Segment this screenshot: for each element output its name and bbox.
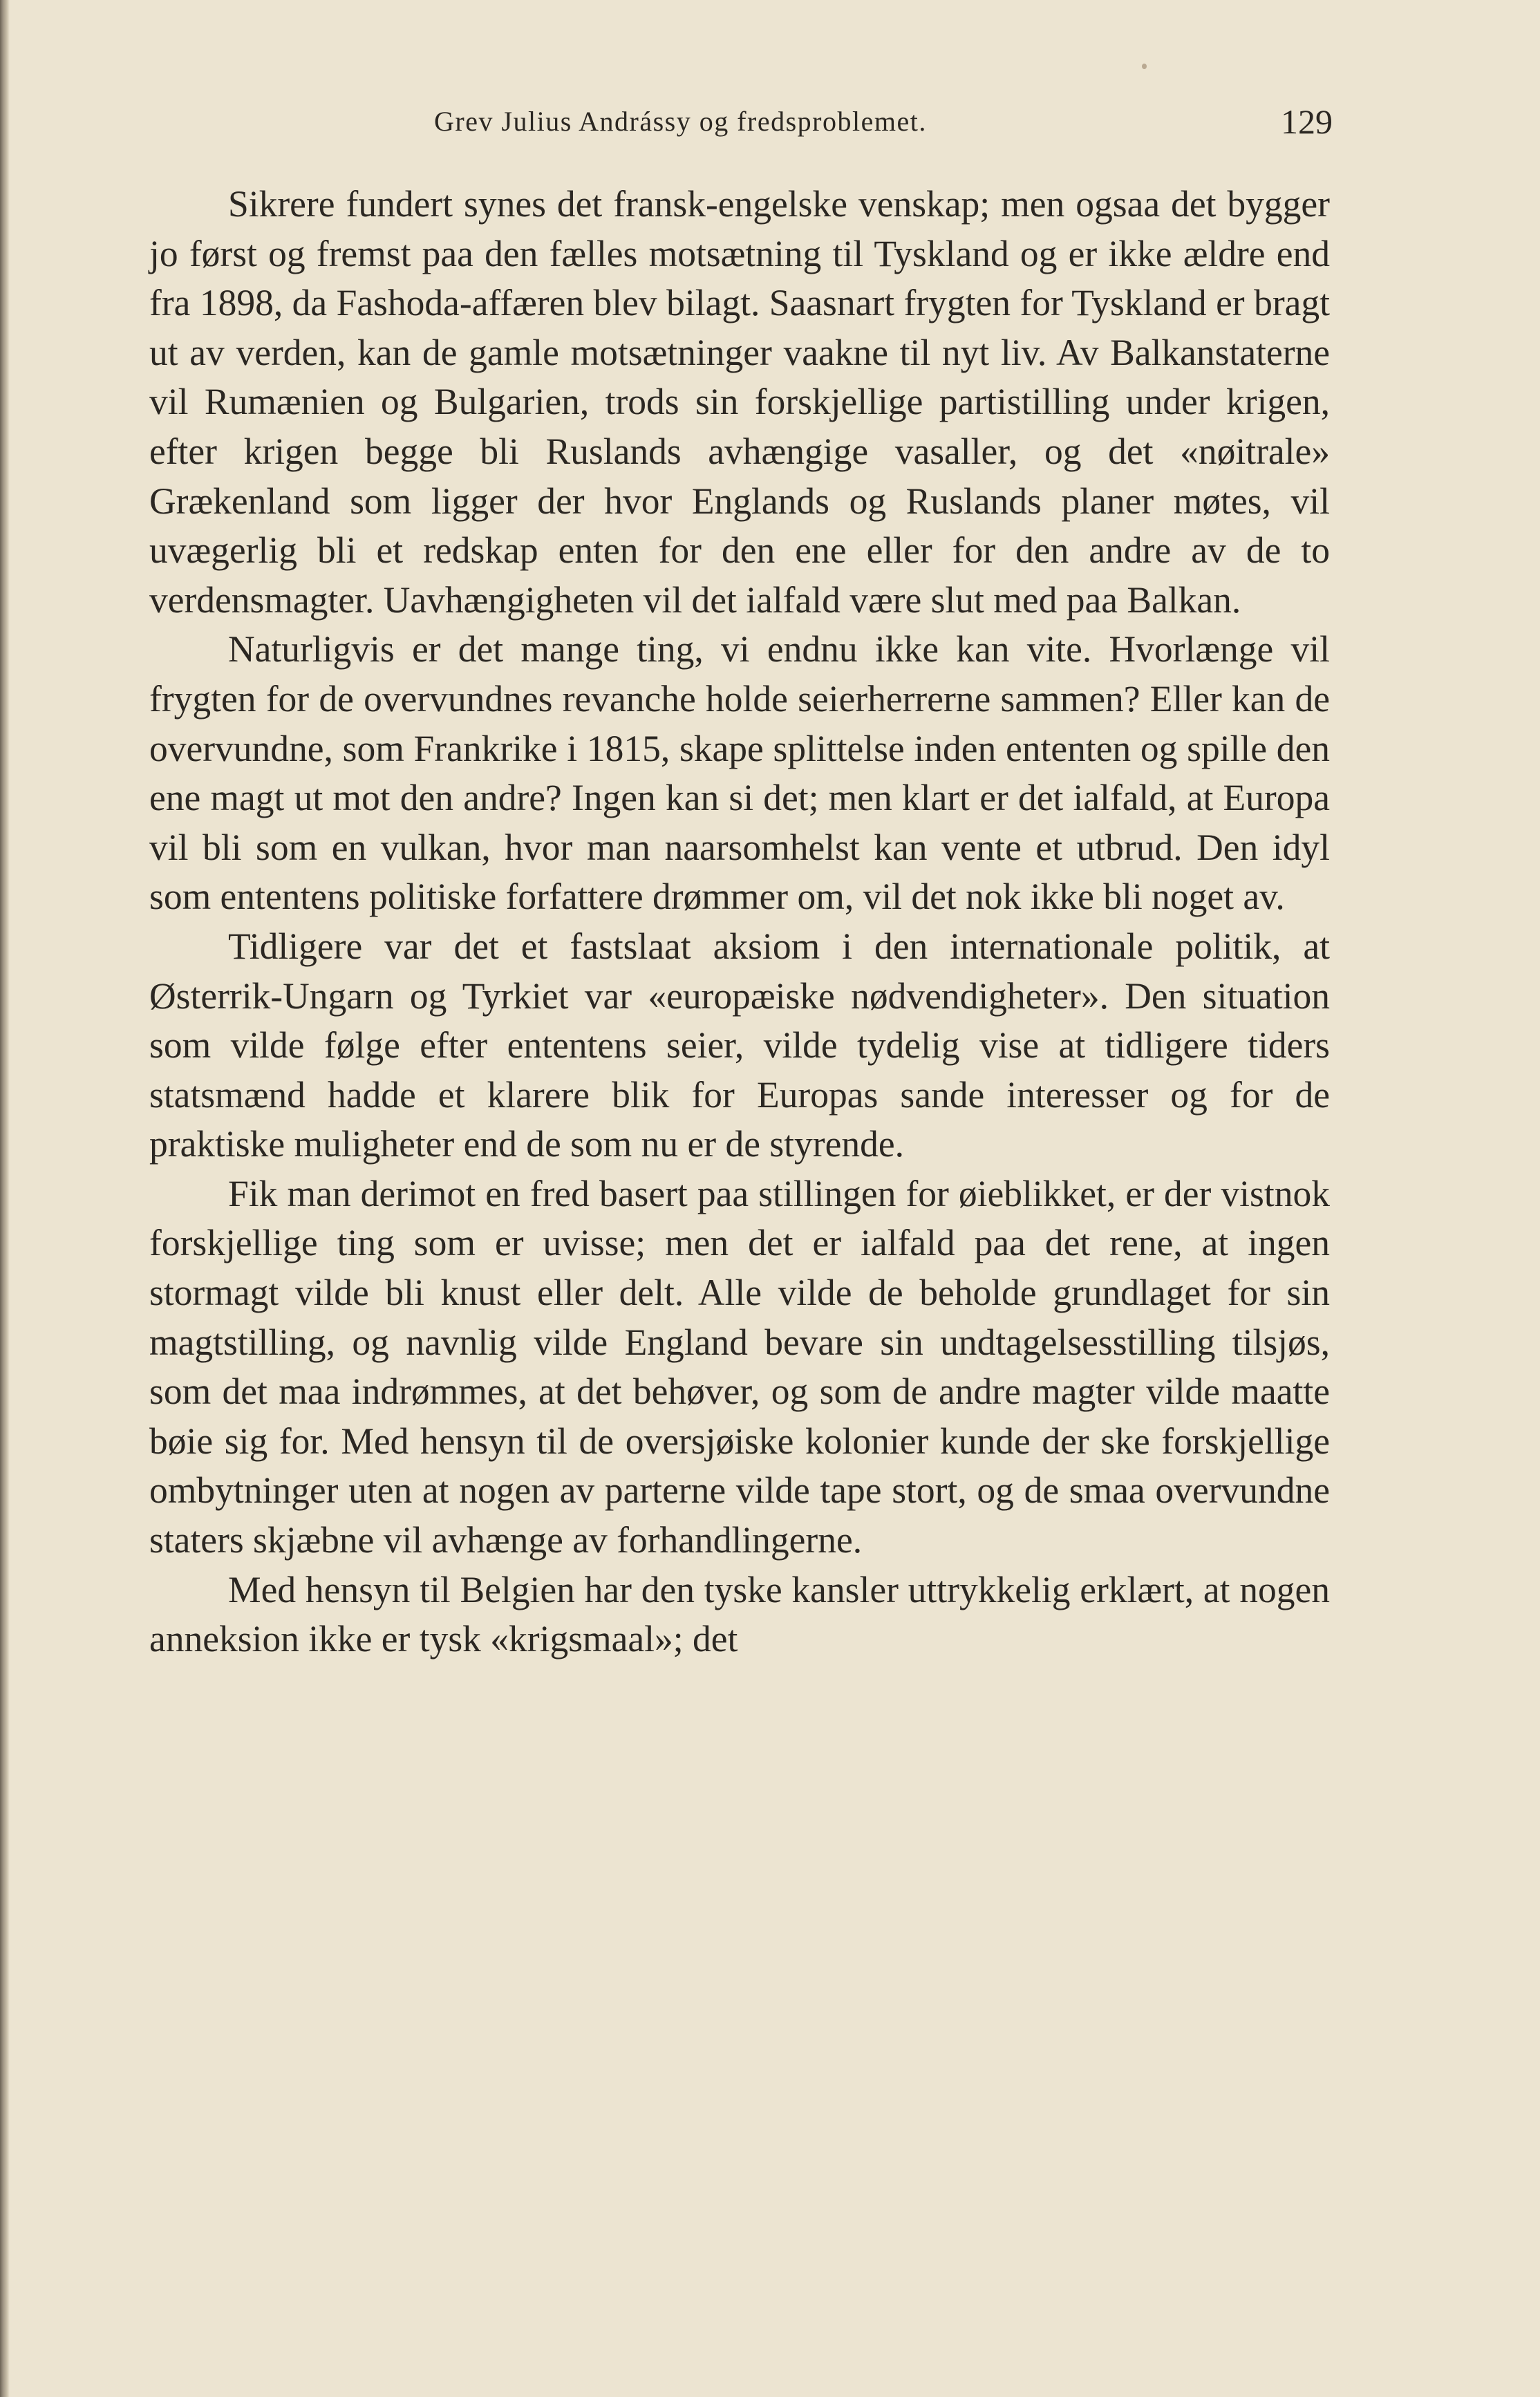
paragraph: Fik man derimot en fred basert paa stillingen for øieblikket, er der vistnok forskjellige ting som er uvisse; men det er ialfald paa det rene, at ingen stormagt vilde bli knust eller delt. Alle vilde de beholde grundlaget for sin magtstilling, og navnlig vilde England bevare sin undtagelsesstilling tilsjøs, som det maa indrømmes, at det behøver, og som de andre magter vilde maatte bøie sig for. Med hensyn til de oversjøiske kolonier kunde der ske forskjellige ombytninger uten at nogen av parterne vilde tape stort, og de smaa overvundne staters skjæbne vil avhænge av forhandlingerne. <box>149 1172 1330 1561</box>
paragraph: Sikrere fundert synes det fransk-engelske venskap; men ogsaa det bygger jo først og fremst paa den fælles motsætning til Tyskland og er ikke ældre end fra 1898, da Fashoda-affæren blev bilagt. Saasnart frygten for Tyskland er bragt ut av verden, kan de gamle motsætninger vaakne til nyt liv. Av Balkanstaterne vil Rumænien og Bulgarien, trods sin forskjellige partistilling under krigen, efter krigen begge bli Ruslands avhængige vasaller, og det «nøitrale» Grækenland som ligger der hvor Englands og Ruslands planer møtes, vil uvægerlig bli et redskap enten for den ene eller for den andre av de to verdensmagter. Uavhængigheten vil det ialfald være slut med paa Balkan. <box>149 183 1330 621</box>
running-title: Grev Julius Andrássy og fredsproblemet. <box>434 106 927 137</box>
paragraph: Naturligvis er det mange ting, vi endnu ikke kan vite. Hvorlænge vil frygten for de overvundnes revanche holde seierherrerne sammen? Eller kan de overvundne, som Frankrike i 1815, skape splittelse inden ententen og spille den ene magt ut mot den andre? Ingen kan si det; men klart er det ialfald, at Europa vil bli som en vulkan, hvor man naarsomhelst kan vente et utbrud. Den idyl som ententens politiske forfattere drømmer om, vil det nok ikke bli noget av. <box>149 628 1330 918</box>
paragraph: Tidligere var det et fastslaat aksiom i den internationale politik, at Østerrik-Ungarn og Tyrkiet var «europæiske nødvendigheter». Den situation som vilde følge efter ententens seier, vilde tydelig vise at tidligere tiders statsmænd hadde et klarere blik for Europas sande interesser og for de praktiske muligheter end de som nu er de styrende. <box>149 925 1330 1165</box>
paper-speck <box>1142 64 1147 69</box>
page-header <box>434 101 1333 142</box>
body-text <box>149 180 1330 1664</box>
paragraph: Med hensyn til Belgien har den tyske kansler uttrykkelig erklært, at nogen anneksion ikke er tysk «krigsmaal»; det <box>149 1568 1330 1660</box>
page-number: 129 <box>1281 102 1333 141</box>
binding-edge <box>0 0 10 2397</box>
